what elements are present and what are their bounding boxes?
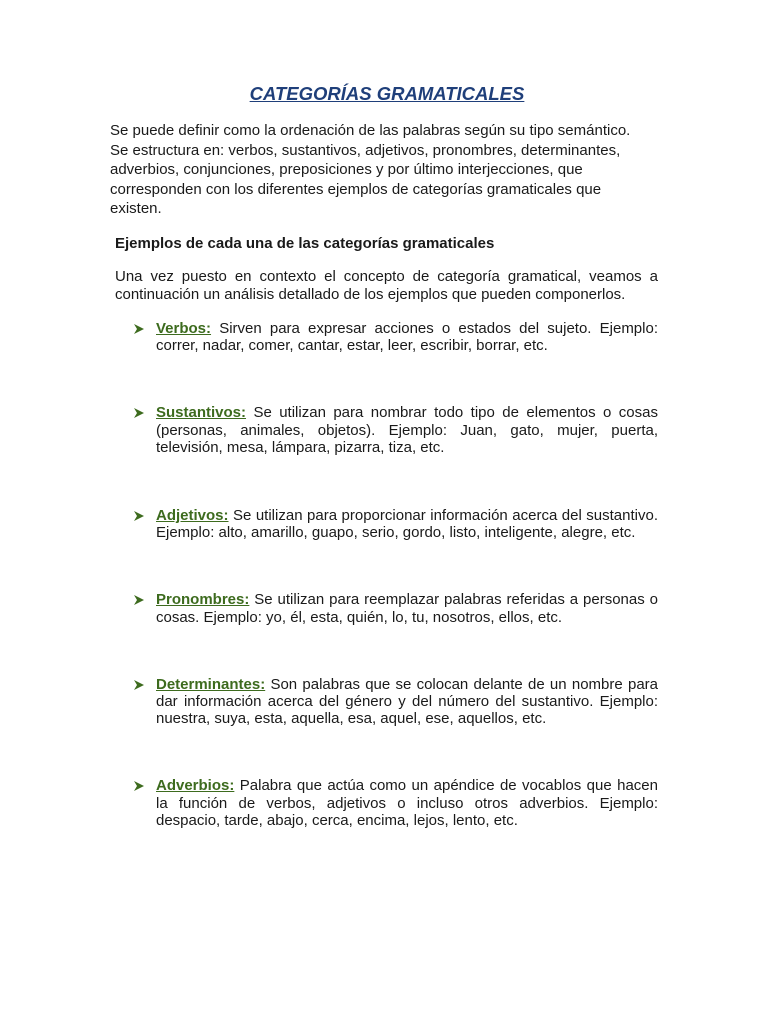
category-description: Palabra que actúa como un apéndice de vocablos que hacen la función de verbos, adjetivos o incluso otros adverbios. Ejemplo: despacio, tarde, abajo, cerca, encima, lejos, lento, etc.	[156, 777, 658, 829]
category-description: Sirven para expresar acciones o estados del sujeto. Ejemplo: correr, nadar, comer, cantar, estar, leer, escribir, borrar, etc.	[156, 320, 658, 355]
arrowhead-bullet-icon	[133, 510, 145, 522]
category-list	[133, 320, 658, 829]
section-heading: Ejemplos de cada una de las categorías gramaticales	[115, 235, 495, 252]
list-item-determinantes	[133, 676, 658, 728]
category-term: Determinantes:	[156, 675, 266, 693]
arrowhead-bullet-icon	[133, 407, 145, 419]
category-term: Adjetivos:	[156, 507, 229, 525]
arrowhead-bullet-icon	[133, 679, 145, 691]
category-term: Pronombres:	[156, 591, 250, 609]
list-item-pronombres	[133, 591, 658, 625]
category-term: Verbos:	[156, 320, 212, 337]
list-item-verbos	[133, 320, 658, 354]
category-description: Se utilizan para nombrar todo tipo de elementos o cosas (personas, animales, objetos). Ejemplo: Juan, gato, mujer, puerta, televisión, mesa, lámpara, pizarra, tiza, etc.	[156, 404, 658, 456]
list-item-adverbios	[133, 777, 658, 829]
category-term: Adverbios:	[156, 777, 235, 795]
arrowhead-bullet-icon	[133, 594, 145, 606]
list-item-sustantivos	[133, 404, 658, 456]
context-paragraph: Una vez puesto en contexto el concepto de categoría gramatical, veamos a continuación un análisis detallado de los ejemplos que pueden componerlos.	[115, 268, 658, 303]
arrowhead-bullet-icon	[133, 323, 145, 335]
category-description: Se utilizan para reemplazar palabras referidas a personas o cosas. Ejemplo: yo, él, esta, quién, lo, tu, nosotros, ellos, etc.	[156, 591, 658, 626]
intro-paragraph: Se puede definir como la ordenación de las palabras según su tipo semántico. Se estructura en: verbos, sustantivos, adjetivos, pronombres, determinantes, adverbios, conjunciones, preposiciones y por último interjecciones, que corresponden con los diferentes ejemplos de categorías gramaticales que existen.	[110, 122, 631, 217]
category-term: Sustantivos:	[156, 404, 247, 422]
category-description: Son palabras que se colocan delante de un nombre para dar información acerca del género y del número del sustantivo. Ejemplo: nuestra, suya, esta, aquella, esa, aquel, ese, aquellos, etc.	[156, 675, 658, 728]
arrowhead-bullet-icon	[133, 780, 145, 792]
document-title: CATEGORÍAS GRAMATICALES	[249, 83, 525, 104]
category-description: Se utilizan para proporcionar información acerca del sustantivo. Ejemplo: alto, amarillo, guapo, serio, gordo, listo, inteligente, alegre, etc.	[156, 507, 658, 542]
list-item-adjetivos	[133, 507, 658, 541]
